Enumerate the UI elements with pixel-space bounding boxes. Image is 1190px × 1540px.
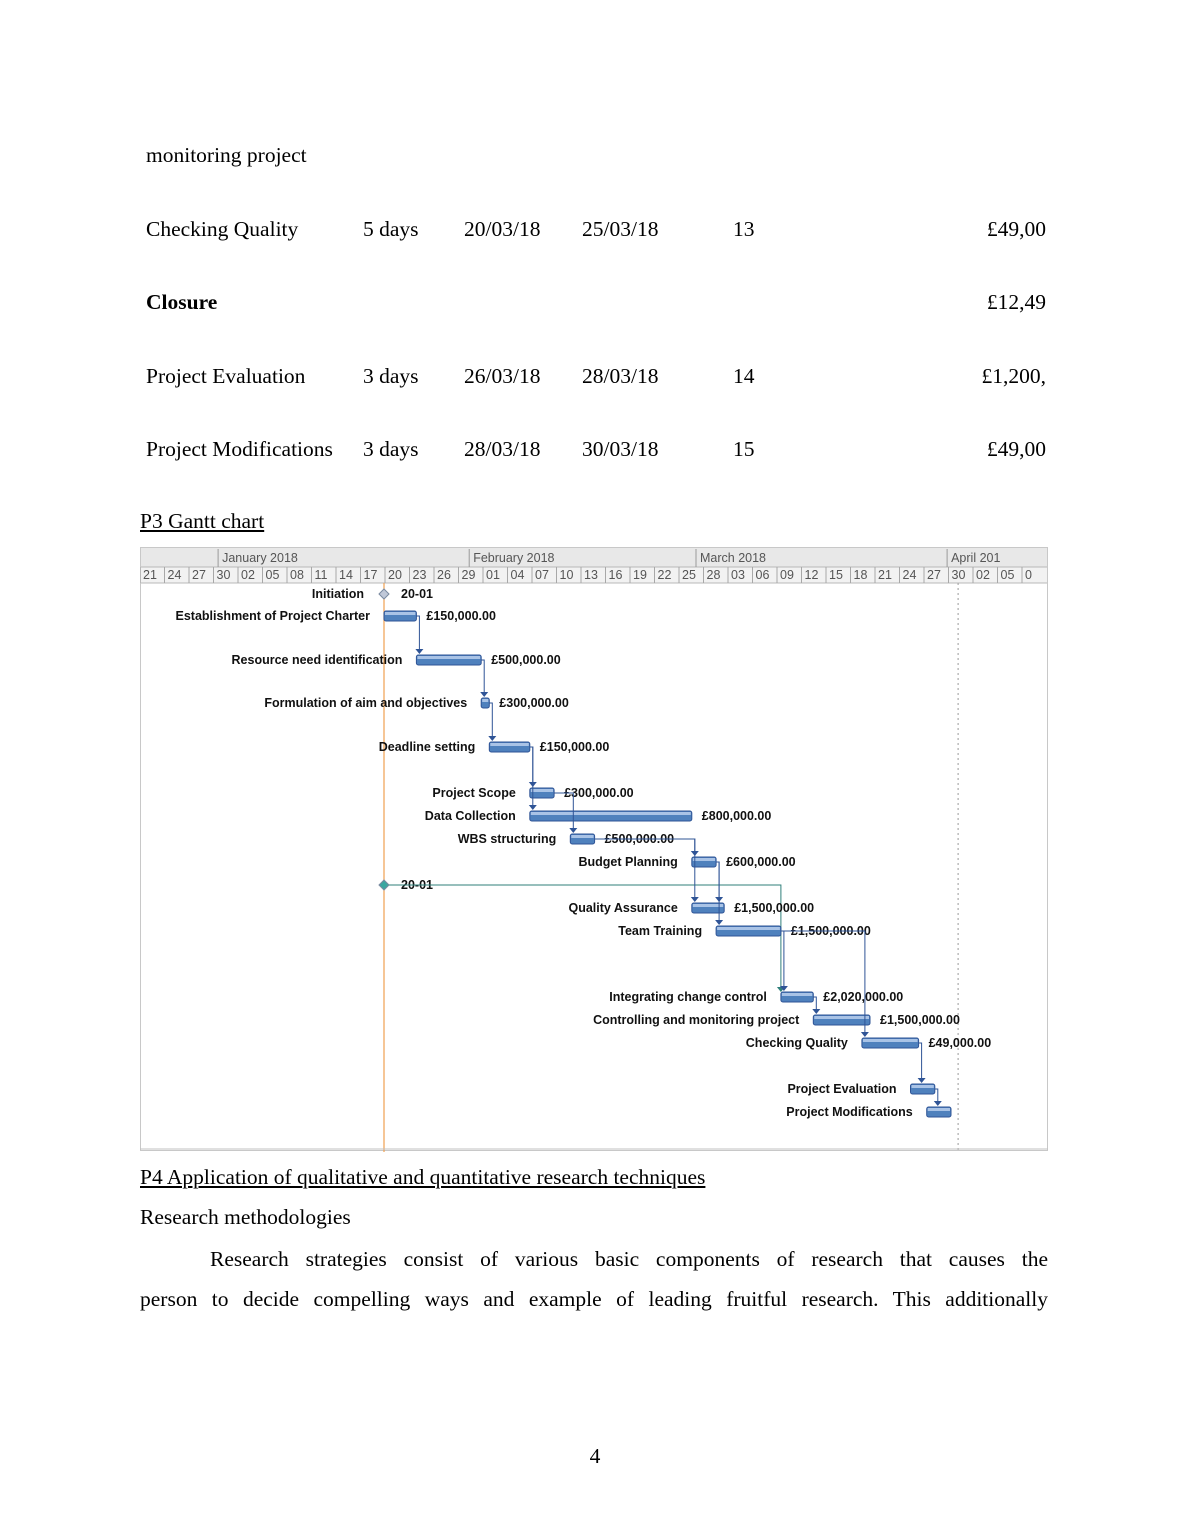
- gantt-svg: [140, 547, 1048, 1152]
- dependency-arrow: [415, 649, 423, 654]
- table-cell-duration: 3 days: [363, 364, 419, 388]
- table-cell-task: Checking Quality: [146, 217, 299, 241]
- day-tick-label: 28: [706, 568, 721, 582]
- day-tick-label: 26: [437, 568, 451, 582]
- task-cost-label: £49,000.00: [928, 1036, 992, 1050]
- table-cell-duration: 3 days: [363, 437, 419, 461]
- dependency-arrow: [480, 692, 488, 697]
- day-tick-label: 24: [167, 568, 182, 582]
- table-cell-start: 28/03/18: [464, 437, 541, 461]
- research-methodologies-heading: Research methodologies: [140, 1205, 351, 1229]
- task-cost-label: £500,000.00: [491, 653, 561, 667]
- day-tick-label: 25: [682, 568, 696, 582]
- gantt-bar-highlight: [782, 993, 812, 996]
- task-name: Controlling and monitoring project: [593, 1013, 800, 1027]
- day-tick-label: 05: [265, 568, 280, 582]
- dependency-link: [530, 747, 533, 809]
- task-name: WBS structuring: [457, 832, 557, 846]
- dependency-link: [489, 703, 492, 740]
- milestone-label: 20-01: [401, 587, 433, 601]
- dependency-arrow: [934, 1101, 942, 1106]
- task-name: Project Evaluation: [787, 1082, 897, 1096]
- page-number: 4: [589, 1444, 601, 1468]
- task-name: Quality Assurance: [568, 901, 678, 915]
- table-cell-finish: 25/03/18: [582, 217, 659, 241]
- table-cell-finish: 28/03/18: [582, 364, 659, 388]
- day-tick-label: 30: [216, 568, 231, 582]
- dependency-arrow: [861, 1032, 869, 1037]
- p3-heading: P3 Gantt chart: [140, 509, 265, 533]
- dependency-arrow: [812, 1009, 820, 1014]
- day-tick-label: 18: [853, 568, 868, 582]
- day-tick-label: 15: [829, 568, 843, 582]
- milestone-name: Initiation: [311, 587, 364, 601]
- day-tick-label: 08: [290, 568, 304, 582]
- task-cost-label: £500,000.00: [604, 832, 675, 846]
- task-name: Team Training: [618, 924, 703, 938]
- day-tick-label: 16: [608, 568, 623, 582]
- gantt-bar-highlight: [693, 858, 715, 861]
- day-tick-label: 12: [804, 568, 819, 582]
- day-tick-label: 0: [1025, 568, 1032, 582]
- dependency-arrow: [488, 736, 496, 741]
- gantt-bar-highlight: [531, 789, 553, 792]
- task-name: Integrating change control: [609, 990, 767, 1004]
- table-cell-duration: 5 days: [363, 217, 419, 241]
- table-cell-finish: 30/03/18: [582, 437, 659, 461]
- gantt-bar-highlight: [490, 743, 529, 746]
- gantt-bar-highlight: [482, 699, 488, 702]
- paragraph-line-2: person to decide compelling ways and example of leading fruitful research. This additionally: [140, 1287, 1048, 1311]
- month-label: March 2018: [700, 551, 767, 565]
- dependency-link: [481, 660, 484, 696]
- day-tick-label: 14: [339, 568, 353, 582]
- task-name: Project Scope: [432, 786, 516, 800]
- day-tick-label: 10: [559, 568, 574, 582]
- day-tick-label: 06: [755, 568, 770, 582]
- dependency-arrow: [569, 828, 577, 833]
- day-tick-label: 05: [1000, 568, 1015, 582]
- table-cell-task: Project Modifications: [146, 437, 333, 461]
- day-tick-label: 21: [878, 568, 892, 582]
- day-tick-label: 20: [388, 568, 402, 582]
- gantt-bar-highlight: [717, 927, 780, 930]
- day-tick-label: 22: [657, 568, 672, 582]
- gantt-bar-highlight: [531, 812, 691, 815]
- task-name: Establishment of Project Charter: [175, 609, 370, 623]
- milestone-diamond: [379, 880, 389, 890]
- task-name: Checking Quality: [745, 1036, 848, 1050]
- task-cost-label: £600,000.00: [726, 855, 796, 869]
- table-cell-task: Project Evaluation: [146, 364, 306, 388]
- day-tick-label: 07: [535, 568, 549, 582]
- task-name: Data Collection: [424, 809, 516, 823]
- dependency-arrow: [715, 920, 723, 925]
- day-tick-label: 13: [584, 568, 598, 582]
- task-cost-label: £300,000.00: [499, 696, 569, 710]
- day-tick-label: 27: [927, 568, 941, 582]
- day-tick-label: 23: [412, 568, 427, 582]
- day-tick-label: 29: [461, 568, 476, 582]
- gantt-bar-highlight: [417, 656, 480, 659]
- dependency-arrow: [691, 897, 699, 902]
- day-tick-label: 30: [951, 568, 966, 582]
- task-cost-label: £800,000.00: [701, 809, 772, 823]
- task-name: Project Modifications: [786, 1105, 913, 1119]
- dependency-link: [716, 862, 719, 924]
- gantt-bar-highlight: [385, 612, 415, 615]
- gantt-bar-highlight: [571, 835, 593, 838]
- dependency-link: [595, 839, 695, 901]
- gantt-frame: [141, 548, 1048, 1151]
- task-cost-label: £1,500,000.00: [734, 901, 815, 915]
- gantt-bar-highlight: [814, 1016, 869, 1019]
- task-name: Deadline setting: [378, 740, 476, 754]
- day-tick-label: 02: [976, 568, 990, 582]
- table-cell-cost: £49,00: [986, 437, 1046, 461]
- p4-heading: P4 Application of qualitative and quantitative research techniques: [140, 1165, 706, 1189]
- table-cell-task: monitoring project: [146, 143, 307, 167]
- milestone-diamond: [379, 589, 389, 599]
- paragraph-line-1: Research strategies consist of various basic components of research that causes the: [210, 1247, 1048, 1271]
- day-tick-label: 19: [633, 568, 647, 582]
- day-tick-label: 24: [902, 568, 917, 582]
- gantt-bar-highlight: [928, 1108, 950, 1111]
- month-label: February 2018: [473, 551, 555, 565]
- task-name: Budget Planning: [578, 855, 678, 869]
- day-tick-label: 11: [314, 568, 328, 582]
- day-tick-label: 21: [143, 568, 157, 582]
- milestone-label: 20-01: [401, 878, 433, 892]
- table-cell-id: 15: [733, 437, 755, 461]
- dependency-link: [919, 1043, 922, 1082]
- day-tick-label: 09: [780, 568, 794, 582]
- dependency-arrow: [918, 1078, 926, 1083]
- table-cell-id: 14: [733, 364, 755, 388]
- day-tick-label: 17: [363, 568, 378, 582]
- task-cost-label: £300,000.00: [564, 786, 634, 800]
- table-cell-cost: £49,00: [986, 217, 1046, 241]
- table-cell-id: 13: [733, 217, 755, 241]
- table-cell-start: 20/03/18: [464, 217, 541, 241]
- gantt-bar-highlight: [912, 1085, 934, 1088]
- month-label: January 2018: [222, 551, 298, 565]
- day-tick-label: 01: [486, 568, 500, 582]
- day-tick-label: 27: [192, 568, 206, 582]
- table-cell-cost: £12,49: [986, 290, 1046, 314]
- task-name: Resource need identification: [231, 653, 403, 667]
- task-cost-label: £2,020,000.00: [823, 990, 904, 1004]
- gantt-chart: [140, 547, 1048, 1152]
- month-label: April 201: [951, 551, 1001, 565]
- day-tick-label: 03: [731, 568, 745, 582]
- task-cost-label: £1,500,000.00: [880, 1013, 960, 1027]
- task-cost-label: £150,000.00: [426, 609, 496, 623]
- task-name: Formulation of aim and objectives: [264, 696, 468, 710]
- table-cell-cost: £1,200,: [981, 364, 1046, 388]
- day-tick-label: 02: [241, 568, 255, 582]
- gantt-bar-highlight: [863, 1039, 918, 1042]
- dependency-link: [416, 616, 419, 653]
- day-tick-label: 04: [510, 568, 525, 582]
- task-cost-label: £150,000.00: [539, 740, 610, 754]
- table-cell-task: Closure: [146, 290, 218, 314]
- table-cell-start: 26/03/18: [464, 364, 541, 388]
- task-cost-label: £1,500,000.00: [790, 924, 871, 938]
- dependency-arrow: [529, 805, 537, 810]
